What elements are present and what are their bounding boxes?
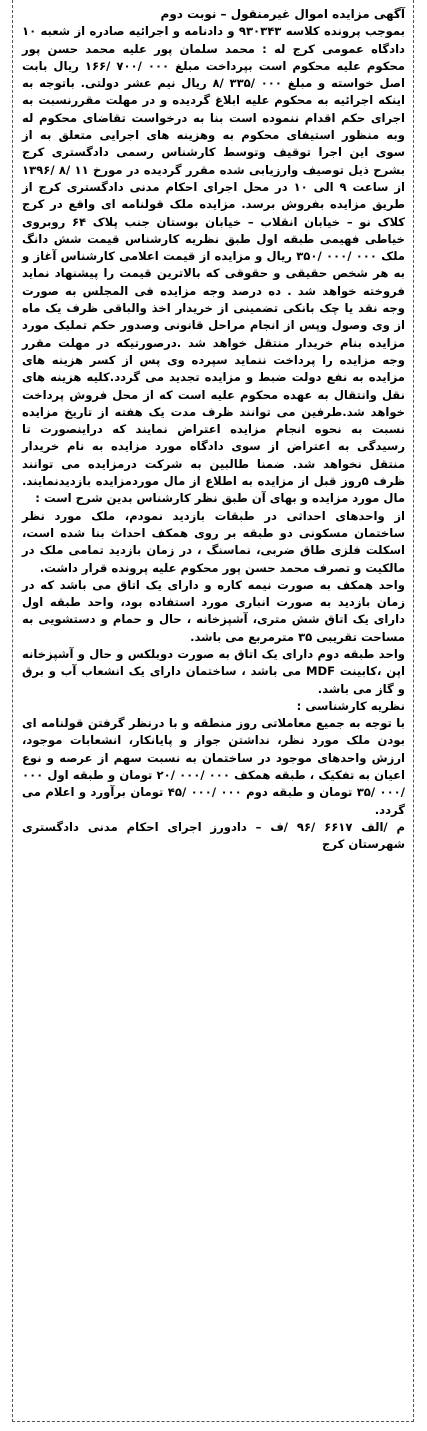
notice-expert-heading: نظریه کارشناسی : <box>296 698 405 713</box>
auction-notice <box>22 6 405 854</box>
notice-paragraph-ground-floor: واحد همکف به صورت نیمه کاره و دارای یک اتاق می باشد که در زمان بازدید به صورت انباری مورد استفاده بود، واحد طبقه اول دارای یک اتاق شش متری، آشپزخانه ، حال و حمام و دستشویی به مساحت تقریبی ۳۵ مترمربع می باشد. <box>22 577 405 644</box>
notice-paragraph-main: بموجب پرونده کلاسه ۹۳۰۳۴۳ و دادنامه و اجرائیه صادره از شعبه ۱۰ دادگاه عمومی کرج له : محمد سلمان پور علیه محمد حسن پور محکوم علیه محکوم است بپرداخت مبلغ ۰۰۰ /۷۰۰ /۱۶۶ ریال بابت اصل خواسته و مبلغ ۰۰۰ /۳۳۵ /۸ ریال نیم عشر دولتی. باتوجه به اینکه اجرائیه به محکوم علیه ابلاغ گردیده و در مهلت مقررنسبت به اجرای حکم اقدام ننموده است بنا به درخواست تقاضای محکوم له وبه منظور استیفای محکوم به وهزینه های اجرایی متعلق به از سوی این اجرا توقیف وتوسط کارشناس رسمی دادگستری کرج بشرح ذیل توصیف وارزیابی شده مقرر گردیده در مورخ ۱۱ /۸ /۱۳۹۶ از ساعت ۹ الی ۱۰ در محل اجرای احکام مدنی دادگستری کرج از طریق مزایده بفروش برسد. مزایده ملک قولنامه ای واقع در کرج کلاک نو – خیابان انقلاب – خیابان بوستان جنب پلاک ۶۴ روبروی خیاطی فهیمی طبقه اول طبق نظریه کارشناس قیمت شش دانگ ملک ۰۰۰ /۰۰۰ /۳۵۰ ریال و مزایده از قیمت اعلامی کارشناس آغاز و به هر شخص حقیقی و حقوقی که بالاترین قیمت را پیشنهاد نماید فروخته خواهد شد . ده درصد وجه مزایده فی المجلس به صورت وجه نقد یا چک بانکی تضمینی از خریدار اخذ والباقی ظرف یک ماه از وی وصول وپس از انجام مراحل قانونی وصدور حکم تملیک مورد مزایده بنام خریدار منتقل خواهد شد .درصورتیکه در مهلت مقرر وجه مزایده را پرداخت ننماید سپرده وی پس از کسر هزینه های مزایده به نفع دولت ضبط و مزایده تجدید می گردد.کلیه هزینه های نقل وانتقال به عهده محکوم علیه است که از محل فروش پرداخت خواهد شد.طرفین می توانند ظرف مدت یک هفته از تاریخ مزایده نسبت به نحوه انجام مزایده اعتراض نمایند که دراینصورت تا رسیدگی به اعتراض از سوی دادگاه مورد مزایده به نام خریدار منتقل نخواهد شد. ضمنا طالبین به شرکت درمزایده می توانند ظرف ۵روز قبل از مزایده به اطلاع از مال موردمزایده بازدیدنمایند. مال مورد مزایده و بهای آن طبق نظر کارشناس بدین شرح است : <box>22 24 405 506</box>
notice-paragraph-second-floor: واحد طبقه دوم دارای یک اتاق به صورت دوبلکس و حال و آشپزخانه اپن ،کابینت MDF می باشد ، ساختمان دارای یک انشعاب آب و برق و گاز می باشد. <box>22 646 406 696</box>
notice-paragraph-valuation: با توجه به جمیع معاملاتی روز منطقه و با درنظر گرفتن قولنامه ای بودن ملک مورد نظر، نداشتن جواز و پایانکار، انشعابات موجود، ارزش واحدهای موجود در ساختمان به نسبت سهم از عرصه و نوع اعیان به تفکیک ، طبقه همکف ۰۰۰ /۰۰۰ /۲۰ تومان و طبقه اول ۰۰۰ /۰۰۰ /۳۵ تومان و طبقه دوم ۰۰۰ /۰۰۰ /۴۵ تومان برآورد و اعلام می گردد. <box>22 716 405 817</box>
notice-signature: م /الف ۶۶۱۷ /۹۶ /ف – دادورز اجرای احکام مدنی دادگستری شهرستان کرج <box>22 819 405 852</box>
notice-title: آگهی مزایده اموال غیرمنقول – نوبت دوم <box>160 7 405 21</box>
notice-paragraph-building: از واحدهای احداثی در طبقات بازدید نمودم، ملک مورد نظر ساختمان مسکونی دو طبقه بر روی همکف احداث بنا شده است، اسکلت فلزی طاق ضربی، نماسنگ ، در زمان بازدید تمامی ملک در مالکیت و تصرف محمد حسن پور محکوم علیه پرونده قرار داشت. <box>22 508 405 575</box>
